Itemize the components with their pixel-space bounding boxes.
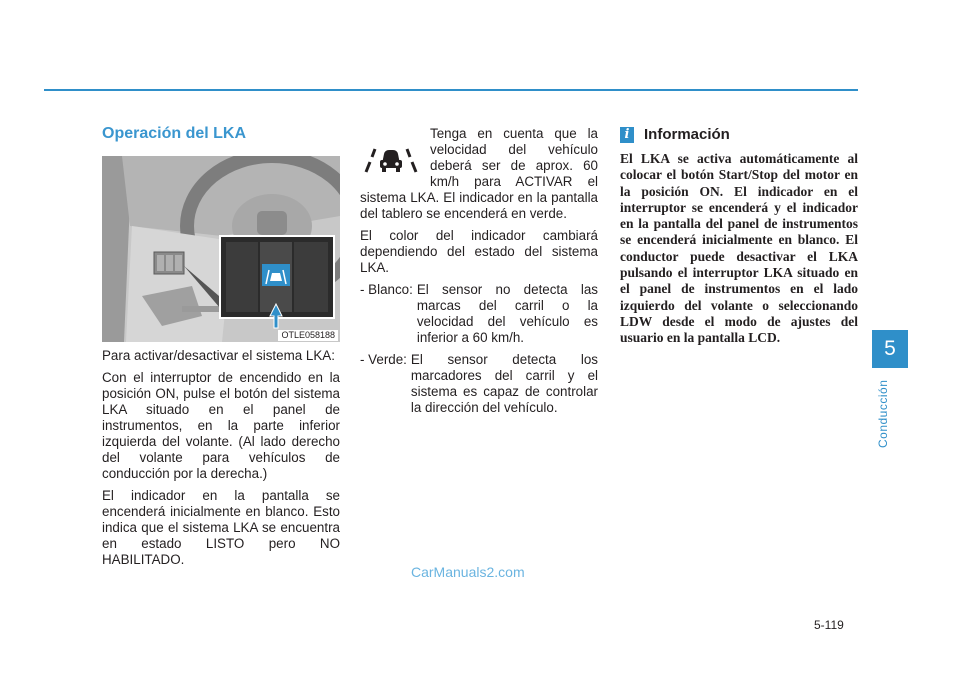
paragraph: Tenga en cuenta que la velocidad del vehículo deberá ser de aprox. 60 km/h para ACTIVAR el sistema LKA. El indicador en la pantalla del tablero se encenderá en verde. [360,126,598,221]
section-title: Operación del LKA [102,125,247,142]
list-item [360,352,598,416]
info-header [620,126,858,144]
info-icon: i [620,127,634,143]
lka-indicator-icon [360,130,422,176]
figure-code: OTLE058188 [278,330,338,341]
watermark-link[interactable]: CarManuals2.com [411,564,525,580]
column-1 [102,126,340,574]
header-rule [44,89,858,91]
paragraph: Para activar/desactivar el sistema LKA: [102,348,335,363]
list-desc: El sensor detecta los marcadores del carril y el sistema es capaz de controlar la dirección del vehículo. [410,352,598,415]
info-body: El LKA se activa automáticamente al colocar el botón Start/Stop del motor en la posición ON. El indicador en el interruptor se encenderá y el indicador en la pantalla del panel de instrumentos se encenderá inicialmente en blanco. El conductor puede desactivar el LKA pulsando el interruptor LKA situado en el panel de instrumentos en el lado izquierdo del volante o seleccionando LDW desde el modo de ajustes del usuario en la pantalla LCD. [620,151,858,346]
info-title: Información [644,126,730,143]
lka-button-figure [102,156,340,342]
paragraph: El color del indicador cambiará dependiendo del estado del sistema LKA. [360,228,598,275]
list-term: - Verde: [360,352,407,367]
paragraph: Con el interruptor de encendido en la posición ON, pulse el botón del sistema LKA situado en el panel de instrumentos, en la parte inferior izquierda del volante. (Al lado derecho del volante para vehículos de conducción por la derecha.) [102,370,340,481]
list-term: - Blanco: [360,282,413,297]
dashboard-illustration [102,156,340,342]
chapter-tab: 5 [872,330,908,368]
paragraph: El indicador en la pantalla se encenderá inicialmente en blanco. Esto indica que el sistema LKA se encuentra en estado LISTO pero NO HABILITADO. [102,488,340,567]
chapter-label-text: Conducción [876,379,890,448]
list-desc: El sensor no detecta las marcas del carril o la velocidad del vehículo es inferior a 60 km/h. [416,282,598,345]
page-number: 5-119 [814,618,844,632]
column-3 [620,126,858,353]
column-2 [360,126,598,422]
list-item [360,282,598,346]
